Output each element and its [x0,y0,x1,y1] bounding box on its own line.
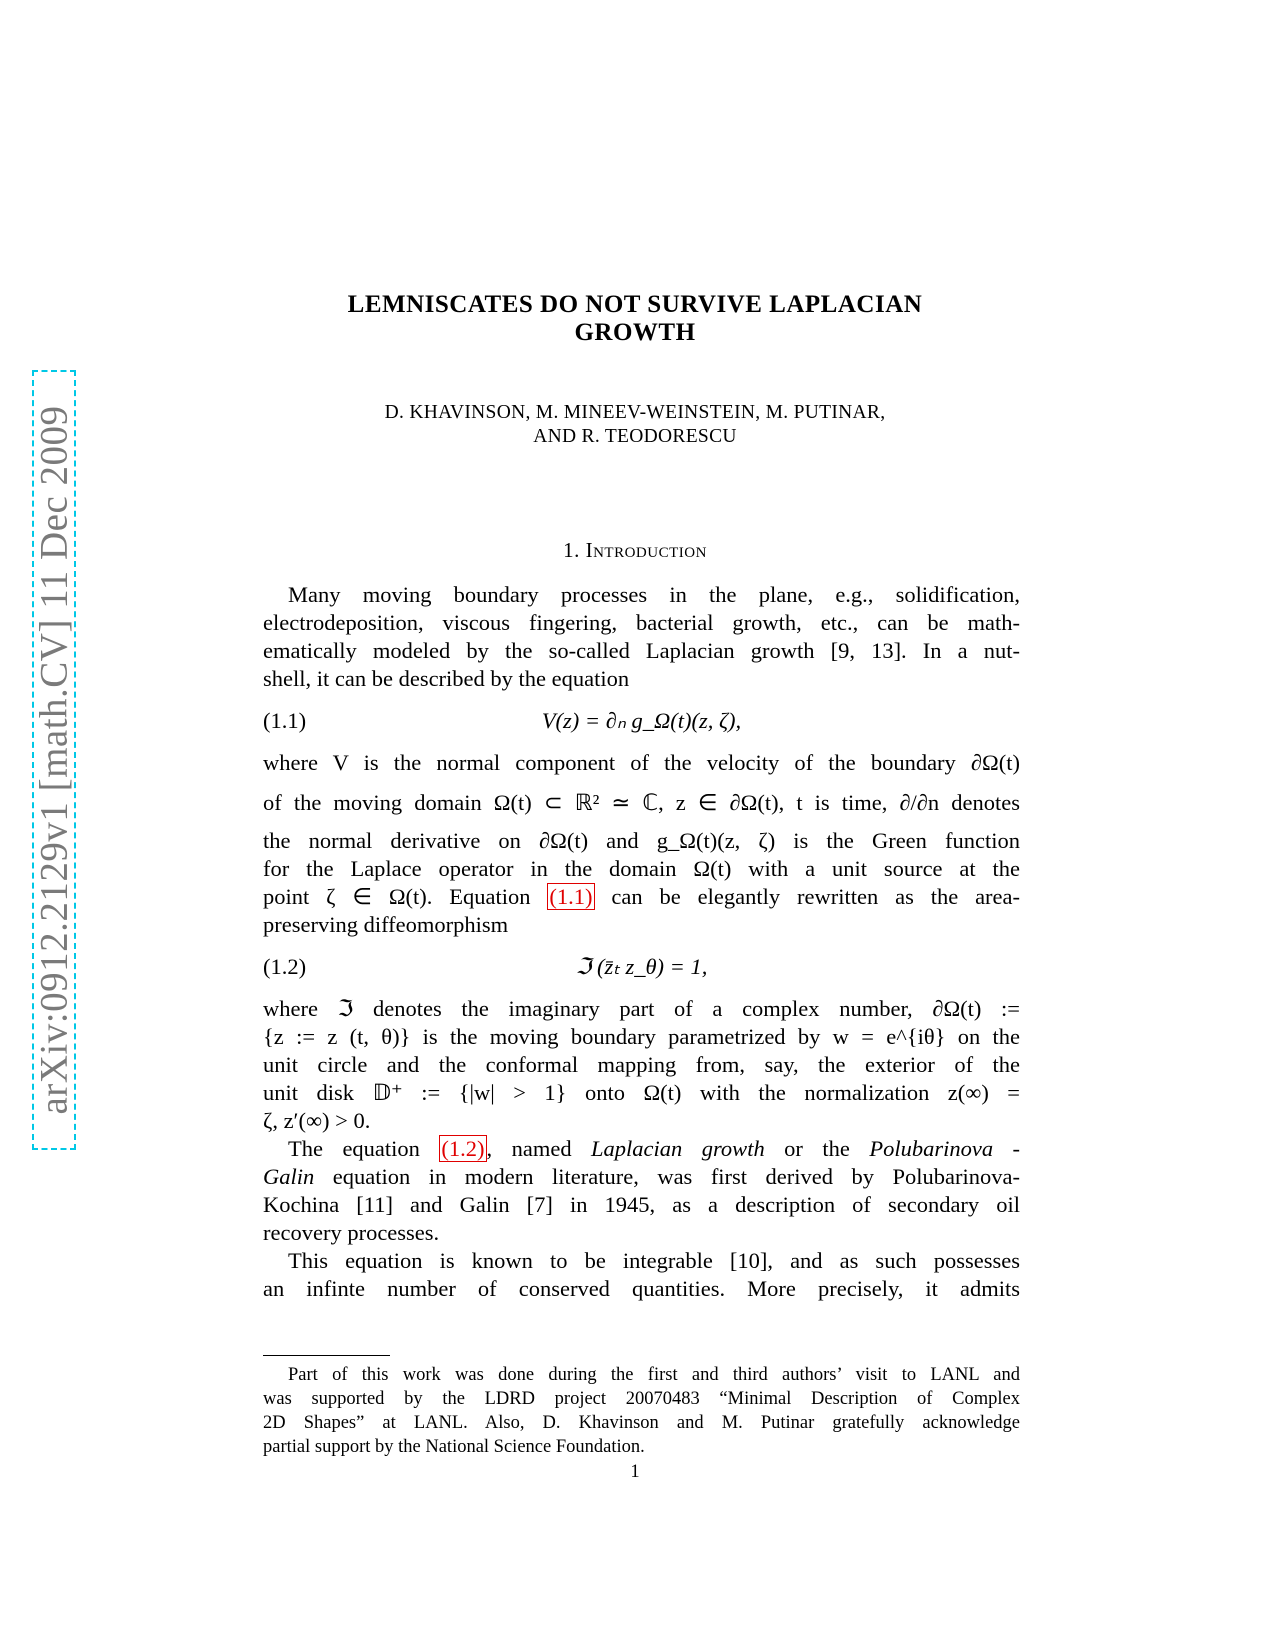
equation-ref-link[interactable]: (1.1) [549,884,593,909]
arxiv-stamp [32,370,76,1150]
paragraph-line: This equation is known to be integrable [10], and as such possesses [288,1248,1020,1273]
section-title: Introduction [585,538,707,562]
emphasis-text: Galin [263,1164,315,1189]
footnote-line: partial support by the National Science Foundation. [263,1437,645,1457]
paragraph-line: where V is the normal component of the velocity of the boundary ∂Ω(t) [263,750,1020,775]
paragraph-line: shell, it can be described by the equation [263,666,630,691]
paragraph-line: ζ, z′(∞) > 0. [263,1108,371,1133]
paragraph-line: unit circle and the conformal mapping from, say, the exterior of the [263,1052,1020,1077]
paragraph-line: {z := z (t, θ)} is the moving boundary parametrized by w = e^{iθ} on the [263,1024,1020,1049]
paragraph-line: of the moving domain Ω(t) ⊂ ℝ² ≃ ℂ, z ∈ ∂Ω(t), t is time, ∂/∂n denotes [263,790,1020,815]
equation-ref-link[interactable]: (1.2) [441,1136,485,1161]
emphasis-text: Polubarinova - [869,1136,1021,1161]
emphasis-text: Laplacian growth [591,1136,765,1161]
paragraph-line: recovery processes. [263,1220,440,1245]
paragraph-line: the normal derivative on ∂Ω(t) and g_Ω(t)(z, ζ) is the Green function [263,828,1020,853]
equation-label: (1.2) [263,954,307,979]
paper-title-line-2: GROWTH [574,319,696,346]
authors-line-1: D. KHAVINSON, M. MINEEV-WEINSTEIN, M. PUTINAR, [384,402,886,423]
paragraph-line: electrodeposition, viscous fingering, bacterial growth, etc., can be math- [263,610,1020,635]
paragraph-text: point ζ ∈ Ω(t). Equation [263,884,531,909]
page-number: 1 [630,1462,640,1482]
equation-body: V(z) = ∂ₙ g_Ω(t)(z, ζ), [541,708,742,733]
paragraph-line: Many moving boundary processes in the plane, e.g., solidification, [288,582,1020,607]
authors-line-2: AND R. TEODORESCU [533,426,737,447]
paragraph-line: ematically modeled by the so-called Laplacian growth [9, 13]. In a nut- [263,638,1020,663]
paragraph-line: preserving diffeomorphism [263,912,509,937]
paragraph-line: for the Laplace operator in the domain Ω(t) with a unit source at the [263,856,1020,881]
footnote-line: was supported by the LDRD project 20070483 “Minimal Description of Complex [263,1389,1020,1409]
section-number: 1. [563,538,580,562]
paragraph-line: unit disk 𝔻⁺ := {|w| > 1} onto Ω(t) with the normalization z(∞) = [263,1080,1020,1105]
footnote-line: Part of this work was done during the first and third authors’ visit to LANL and [288,1365,1020,1385]
paragraph-line [263,1162,1020,1191]
paper-title-line-1: LEMNISCATES DO NOT SURVIVE LAPLACIAN [347,291,923,318]
paragraph-line: where ℑ denotes the imaginary part of a complex number, ∂Ω(t) := [263,996,1020,1021]
arxiv-stamp-text: arXiv:0912.2129v1 [math.CV] 11 Dec 2009 [32,405,76,1115]
paragraph-text: , named [486,1136,572,1161]
paragraph-line: Kochina [11] and Galin [7] in 1945, as a description of secondary oil [263,1192,1020,1217]
paragraph-text: or the [784,1136,850,1161]
paragraph-line-with-ref [263,882,1020,911]
paragraph-line: an infinte number of conserved quantities. More precisely, it admits [263,1276,1020,1301]
paragraph-text: equation in modern literature, was first derived by Polubarinova- [332,1164,1021,1189]
paragraph-text: The equation [288,1136,420,1161]
equation-label: (1.1) [263,708,307,733]
paragraph-line-with-ref [288,1134,1020,1163]
paragraph-text: can be elegantly rewritten as the area- [611,884,1021,909]
footnote-line: 2D Shapes” at LANL. Also, D. Khavinson and M. Putinar gratefully acknowledge [263,1413,1020,1433]
footnote-divider [263,1355,390,1356]
section-heading [250,538,1020,563]
equation-body: ℑ (z̄ₜ z_θ) = 1, [575,954,708,979]
